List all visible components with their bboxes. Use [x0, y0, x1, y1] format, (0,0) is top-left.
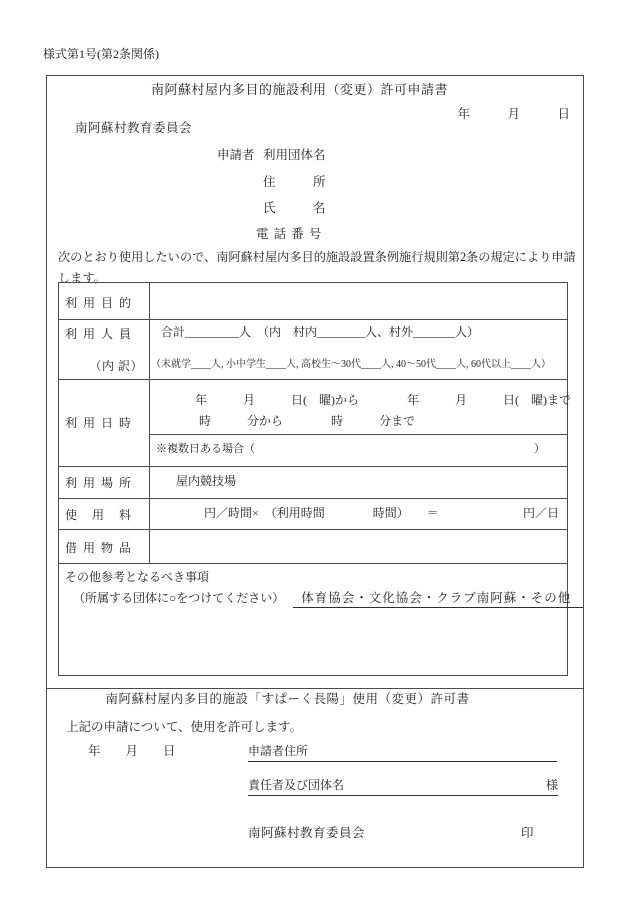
table-rule	[59, 563, 567, 564]
honorific-label: 様	[545, 778, 558, 792]
items-label: 借 用 物 品	[65, 541, 133, 555]
applicant-field-person-name: 氏 名	[263, 201, 326, 215]
people-total-line: 合計_________人 （内 村内________人、村外_______人）	[161, 325, 480, 339]
people-breakdown-line: （未就学____人, 小中学生____人, 高校生～30代____人, 40～50代____人, 60代以上____人）	[151, 359, 551, 370]
datetime-line2: 時 分から 時 分まで	[199, 414, 416, 428]
other-remarks-note: （所属する団体に○をつけてください）	[73, 591, 285, 605]
applicant-address-label: 申請者住所	[248, 744, 309, 758]
application-table	[58, 282, 572, 676]
table-rule	[59, 466, 567, 467]
fee-formula: 円／時間× （利用時間 時間） ＝	[204, 506, 439, 520]
datetime-line1: 年 月 日( 曜)から 年 月 日( 曜)まで	[195, 393, 571, 407]
table-rule	[59, 498, 567, 499]
permit-statement: 上記の申請について、使用を許可します。	[66, 720, 303, 734]
other-remarks-label: その他参考となるべき事項	[65, 570, 210, 584]
applicant-field-group-name: 利用団体名	[263, 148, 326, 162]
place-value: 屋内競技場	[176, 474, 237, 488]
organization-choices: 体育協会・文化協会・クラブ南阿蘇・その他	[293, 591, 583, 608]
place-label: 利 用 場 所	[65, 476, 133, 490]
seal-placeholder: 印	[521, 826, 534, 840]
fee-unit: 円／日	[522, 506, 559, 520]
applicant-field-phone: 電 話 番 号	[256, 227, 323, 241]
application-addressee: 南阿蘇村教育委員会	[75, 121, 193, 135]
applicant-field-address: 住 所	[263, 175, 326, 189]
fee-label: 使 用 料	[65, 508, 133, 522]
applicant-label: 申請者	[217, 148, 255, 162]
section-divider	[46, 688, 583, 689]
people-label: 利 用 人 員	[65, 327, 133, 341]
responsible-party-label: 責任者及び団体名	[248, 778, 345, 792]
table-rule	[149, 434, 567, 435]
datetime-label: 利 用 日 時	[65, 416, 133, 430]
permit-date-line: 年 月 日	[88, 744, 176, 758]
application-statement: 次のとおり使用したいので、南阿蘇村屋内多目的施設設置条例施行規則第2条の規定により申請します。	[58, 250, 576, 285]
application-date-line: 年 月 日	[457, 107, 570, 121]
application-title: 南阿蘇村屋内多目的施設利用（変更）許可申請書	[150, 82, 448, 97]
permit-issuer: 南阿蘇村教育委員会	[248, 826, 366, 840]
table-rule	[59, 529, 567, 530]
multiday-note: ※複数日ある場合（	[156, 443, 255, 455]
multiday-close-paren: ）	[534, 443, 545, 455]
form-number: 様式第1号(第2条関係)	[43, 47, 159, 61]
table-rule	[59, 319, 567, 320]
applicant-address-field	[248, 742, 557, 762]
purpose-label: 利 用 目 的	[65, 296, 133, 310]
permit-title: 南阿蘇村屋内多目的施設「すぱーく長陽」使用（変更）許可書	[105, 692, 470, 706]
table-column-rule	[149, 283, 150, 563]
people-sublabel: （内 訳）	[89, 359, 143, 373]
table-rule	[59, 379, 567, 380]
responsible-party-field	[248, 776, 558, 796]
